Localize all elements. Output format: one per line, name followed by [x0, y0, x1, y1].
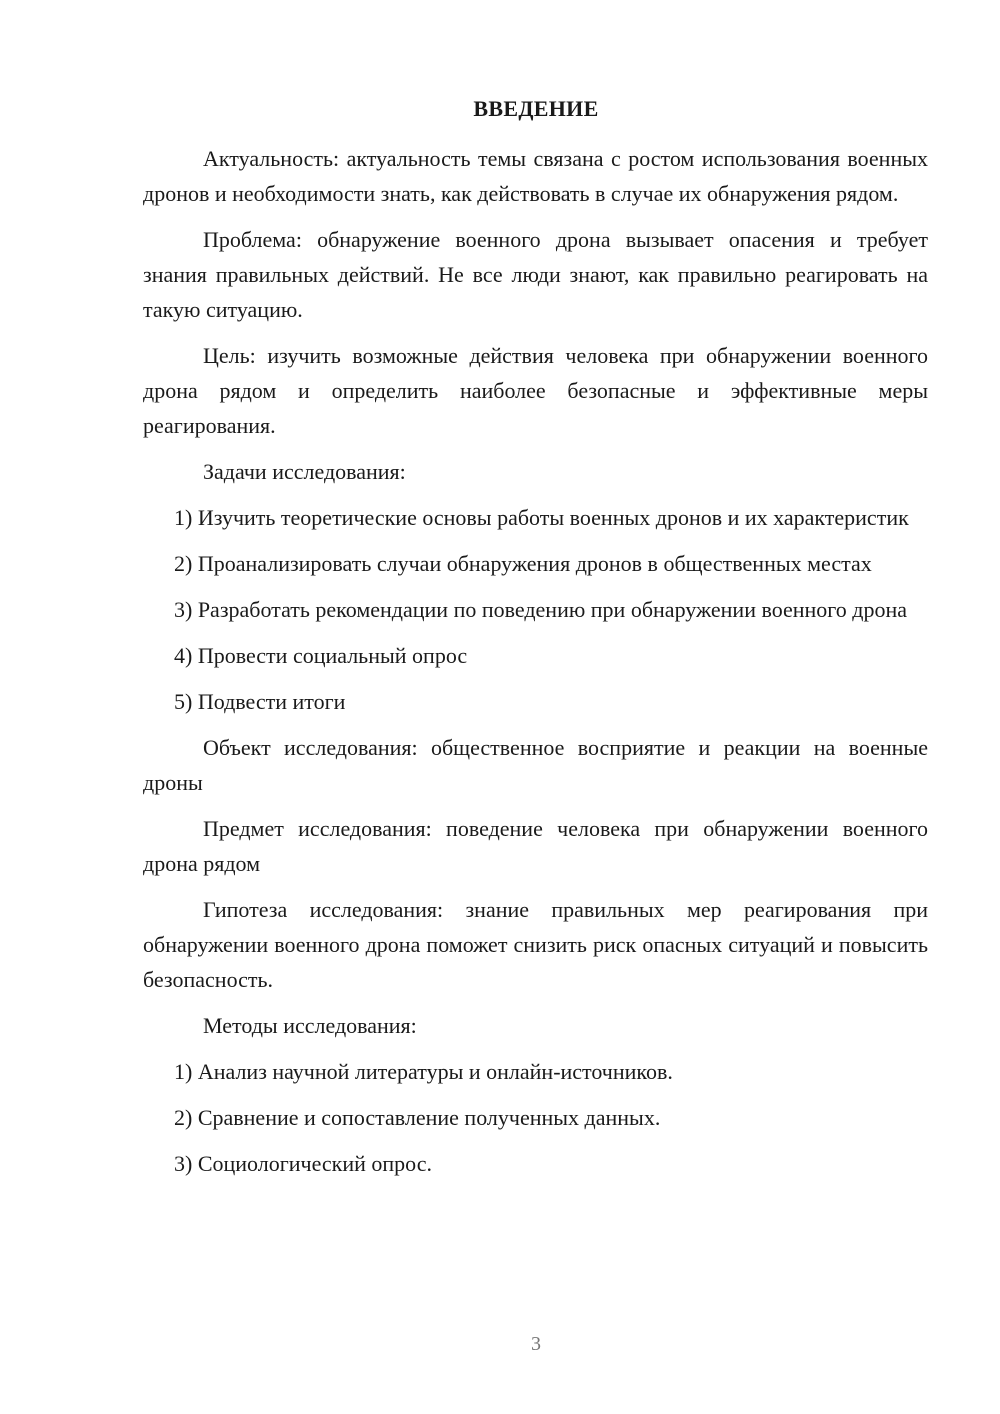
- page-title: ВВЕДЕНИЕ: [473, 96, 599, 121]
- subject-paragraph: Предмет исследования: поведение человека при обнаружении военного дрона рядом: [143, 816, 928, 876]
- task-item-3: 3) Разработать рекомендации по поведению при обнаружении военного дрона: [174, 597, 908, 622]
- method-item-2: 2) Сравнение и сопоставление полученных данных.: [174, 1105, 661, 1130]
- problem-paragraph: Проблема: обнаружение военного дрона вызывает опасения и требует знания правильных действий. Не все люди знают, как правильно реагировать на такую ситуацию.: [143, 227, 928, 322]
- goal-paragraph: Цель: изучить возможные действия человека при обнаружении военного дрона рядом и определить наиболее безопасные и эффективные меры реагирования.: [143, 343, 928, 438]
- document-body: [143, 141, 928, 1192]
- task-item-5: 5) Подвести итоги: [174, 689, 346, 714]
- hypothesis-paragraph: Гипотеза исследования: знание правильных мер реагирования при обнаружении военного дрона поможет снизить риск опасных ситуаций и повысить безопасность.: [143, 897, 928, 992]
- tasks-heading: Задачи исследования:: [203, 459, 406, 484]
- relevance-paragraph: Актуальность: актуальность темы связана с ростом использования военных дронов и необходимости знать, как действовать в случае их обнаружения рядом.: [143, 146, 928, 206]
- method-item-1: 1) Анализ научной литературы и онлайн-источников.: [174, 1059, 673, 1084]
- object-paragraph: Объект исследования: общественное восприятие и реакции на военные дроны: [143, 735, 928, 795]
- methods-heading: Методы исследования:: [203, 1013, 417, 1038]
- page-number: 3: [531, 1333, 541, 1355]
- task-item-4: 4) Провести социальный опрос: [174, 643, 468, 668]
- task-item-1: 1) Изучить теоретические основы работы военных дронов и их характеристик: [174, 505, 909, 530]
- task-item-2: 2) Проанализировать случаи обнаружения дронов в общественных местах: [174, 551, 872, 576]
- method-item-3: 3) Социологический опрос.: [174, 1151, 432, 1176]
